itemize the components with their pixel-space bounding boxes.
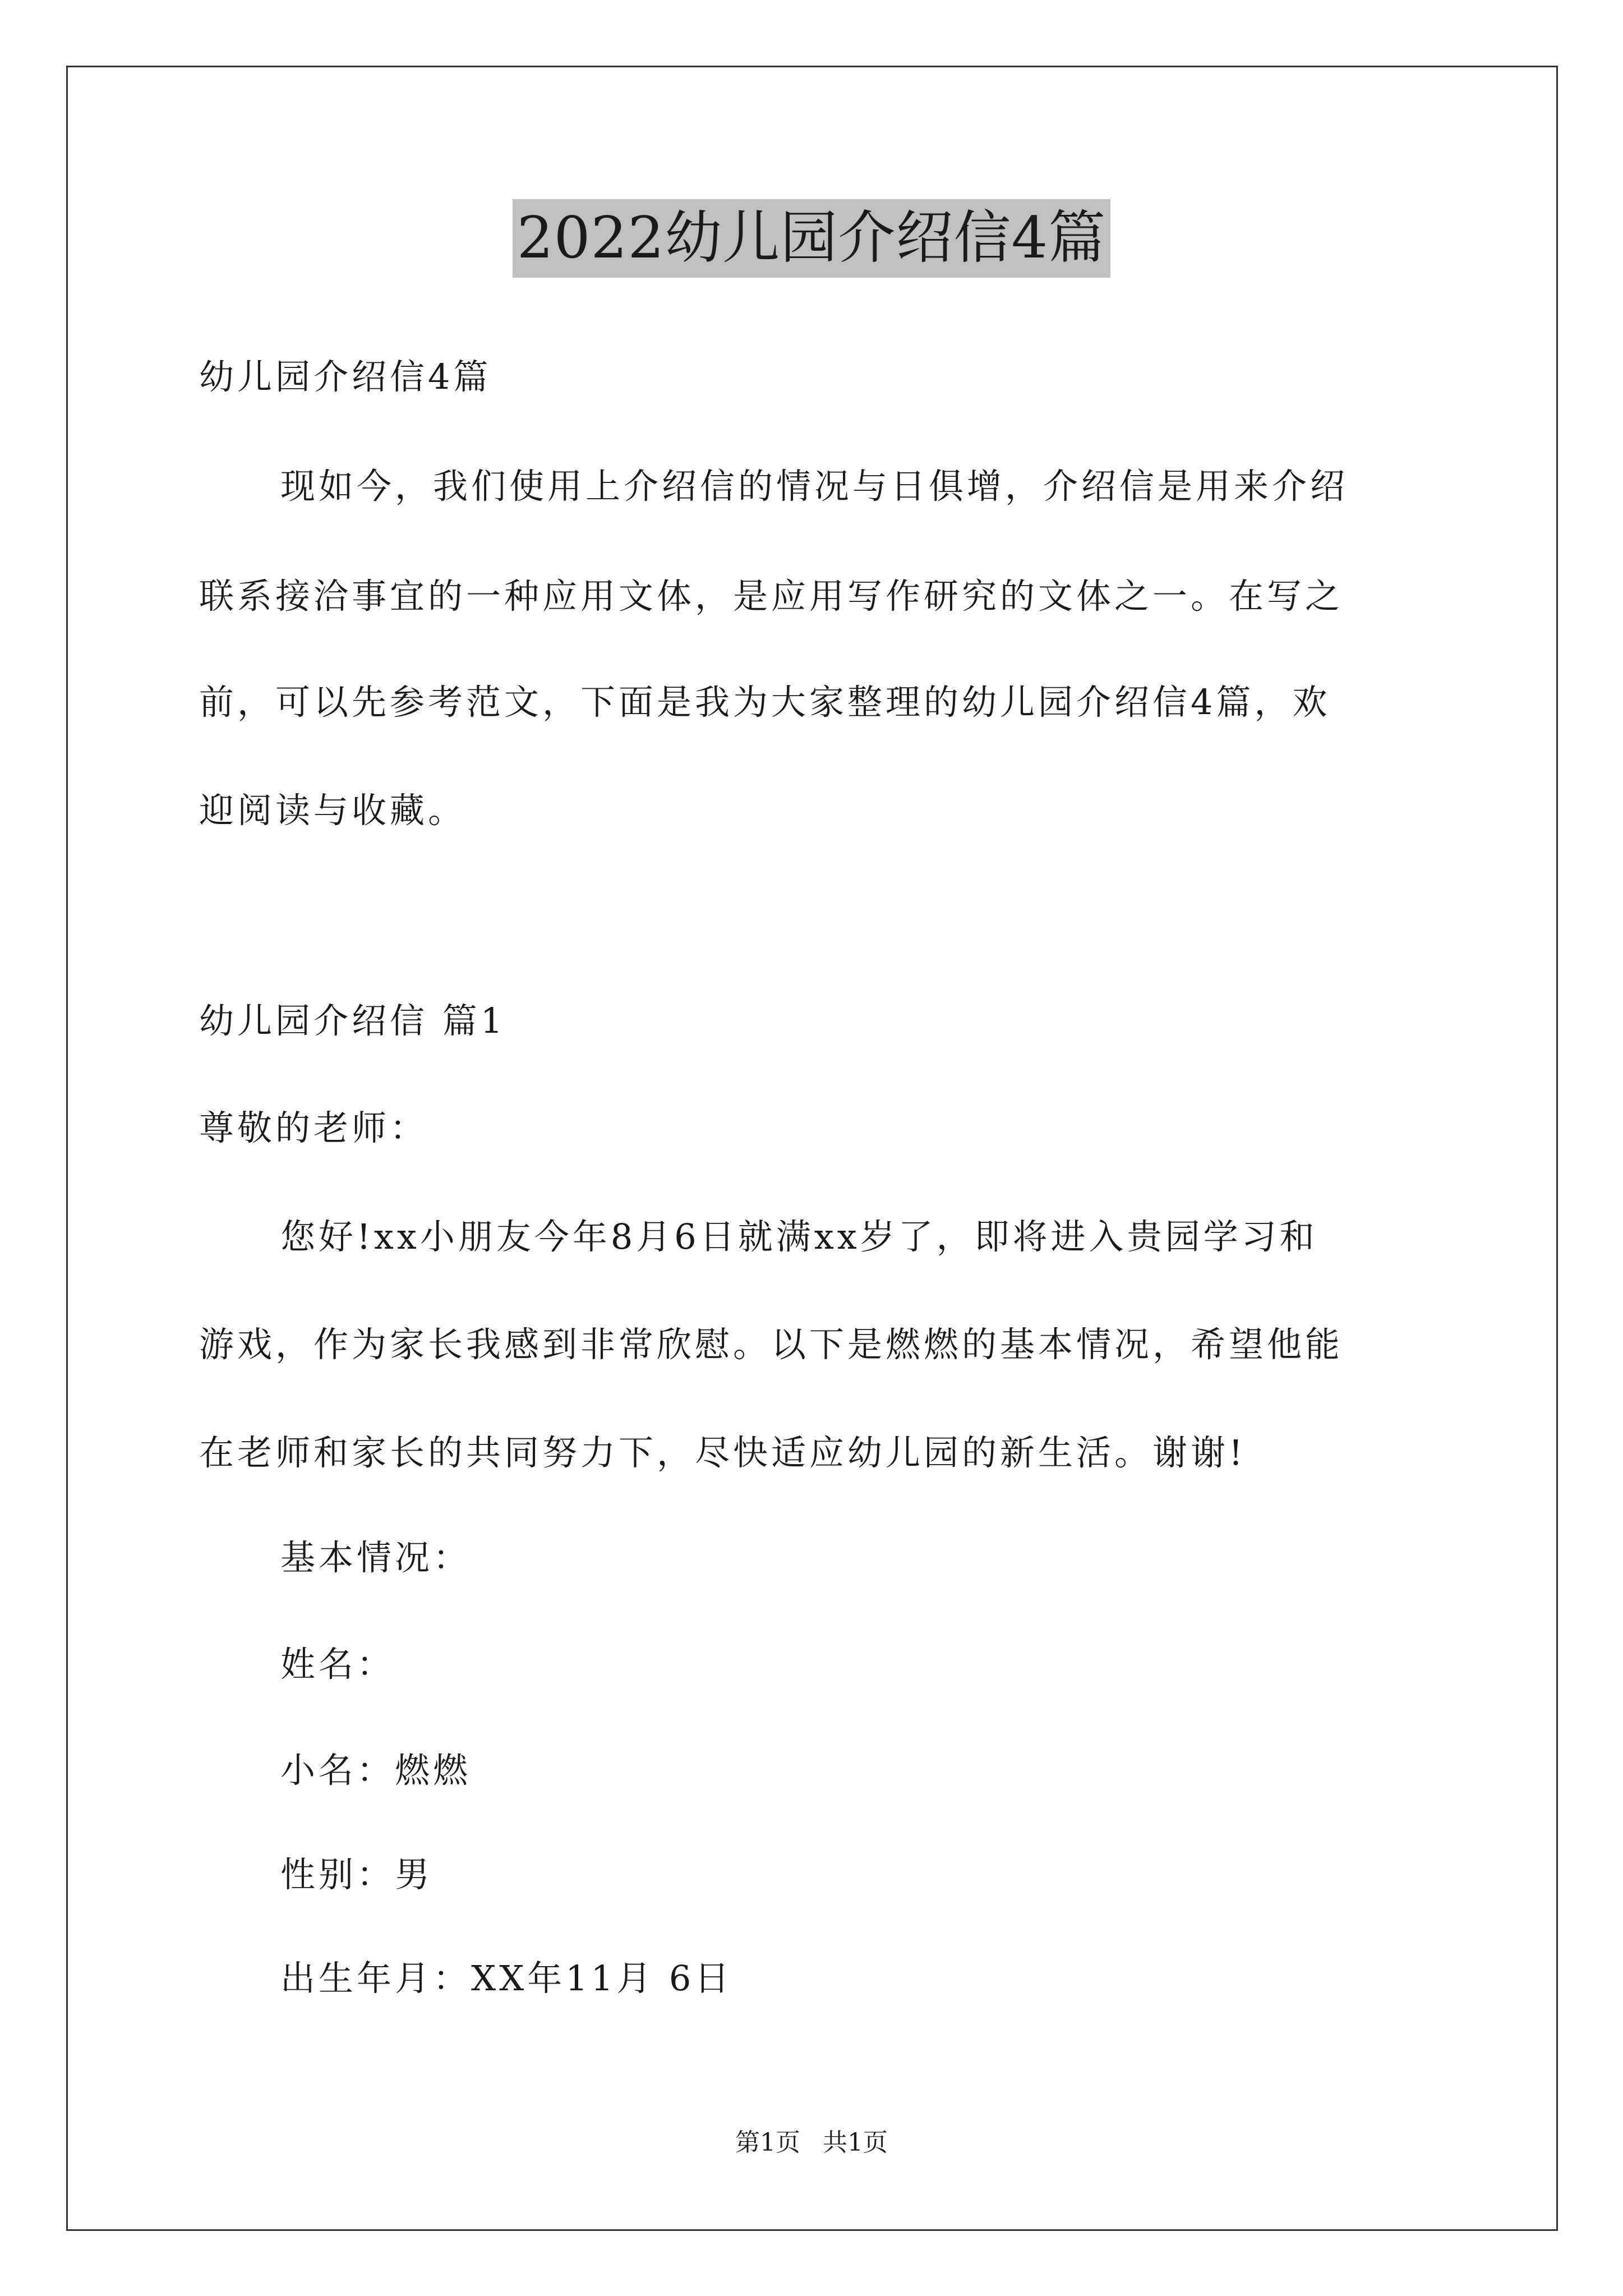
info-nickname: 小名：燃燃 [280,1750,472,1791]
subtitle-line: 幼儿园介绍信4篇 [199,356,492,397]
page-total: 共1页 [823,2128,888,2157]
intro-line-4: 迎阅读与收藏。 [199,790,467,831]
intro-line-2: 联系接洽事宜的一种应用文体，是应用写作研究的文体之一。在写之 [199,576,1344,616]
document-title: 2022幼儿园介绍信4篇 [513,199,1110,278]
page-number: 第1页 [735,2128,800,2157]
info-gender: 性别：男 [280,1854,434,1895]
page-footer [0,2126,1623,2160]
info-birthdate: 出生年月：XX年11月 6日 [280,1958,733,1999]
body-line-1: 您好!xx小朋友今年8月6日就满xx岁了，即将进入贵园学习和 [280,1216,1318,1257]
body-line-3: 在老师和家长的共同努力下，尽快适应幼儿园的新生活。谢谢! [199,1432,1246,1473]
intro-line-3: 前，可以先参考范文，下面是我为大家整理的幼儿园介绍信4篇，欢 [199,682,1331,723]
salutation: 尊敬的老师： [199,1107,428,1148]
info-heading: 基本情况： [280,1537,472,1578]
intro-line-1: 现如今，我们使用上介绍信的情况与日俱增，介绍信是用来介绍 [280,466,1349,507]
info-name: 姓名： [280,1644,395,1685]
title-container [0,199,1623,278]
body-line-2: 游戏，作为家长我感到非常欣慰。以下是燃燃的基本情况，希望他能 [199,1324,1344,1365]
section-heading: 幼儿园介绍信 篇1 [199,1000,506,1041]
